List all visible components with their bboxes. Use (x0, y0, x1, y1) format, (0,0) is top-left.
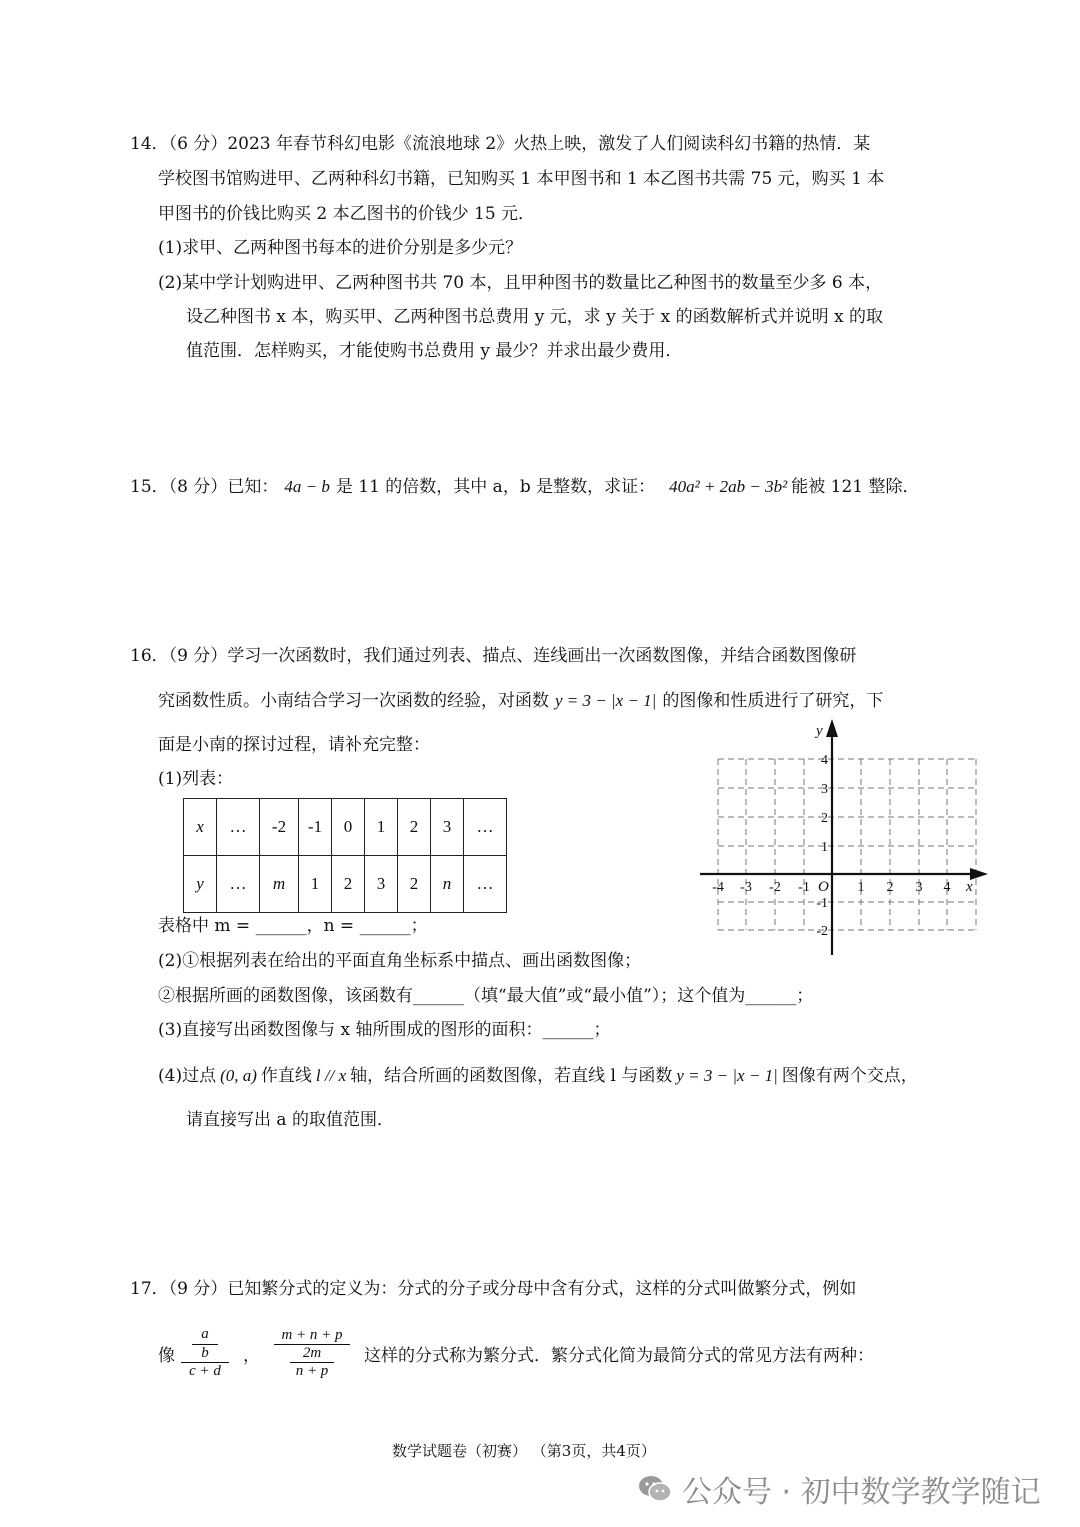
watermark (638, 1467, 1041, 1511)
wechat-icon (638, 1474, 672, 1504)
q15-suffix: 能被 121 整除． (791, 477, 920, 497)
fraction-bottom: n + p (295, 1362, 329, 1379)
q16-part4-prefix: (4)过点 (158, 1066, 217, 1086)
q15-mid: 是 11 的倍数，其中 a，b 是整数，求证： (335, 477, 656, 497)
x-tick-label: -4 (712, 880, 724, 895)
q16-point: (0, a) (220, 1066, 257, 1085)
y-tick-label: 3 (821, 782, 828, 797)
q15-text (130, 478, 920, 496)
y-tick-label: -2 (816, 924, 828, 939)
q16-part2a: (2)①根据列表在给出的平面直角坐标系中描点、画出函数图像； (158, 951, 642, 971)
fraction-bottom: c + d (189, 1363, 221, 1379)
q16-part3: (3)直接写出函数图像与 x 轴所围成的图形的面积：______； (158, 1020, 611, 1040)
table-cell: 0 (332, 799, 365, 856)
coordinate-grid (698, 715, 988, 960)
x-tick-label: -3 (740, 880, 752, 895)
origin-label: O (818, 879, 829, 895)
q14-line2: 学校图书馆购进甲、乙两种科幻书籍，已知购买 1 本甲图书和 1 本乙图书共需 75 元，购买 1 本 (158, 169, 885, 189)
q17-suffix: 这样的分式称为繁分式．繁分式化简为最简分式的常见方法有两种： (364, 1345, 874, 1366)
q17-line1: 17．（9 分）已知繁分式的定义为：分式的分子或分母中含有分式，这样的分式叫做繁分式，例如 (130, 1279, 857, 1299)
q15-expr2: 40a² + 2ab − 3b² (669, 477, 788, 496)
q16-part4-mid2: 轴，结合所画的函数图像，若直线 l 与函数 (350, 1066, 673, 1086)
table-cell: x (184, 799, 217, 856)
watermark-text: 公众号 · 初中数学教学随记 (682, 1475, 1041, 1510)
table-cell: m (260, 856, 299, 913)
q14-line3: 甲图书的价钱比购买 2 本乙图书的价钱少 15 元． (158, 204, 536, 224)
table-row-y (184, 856, 507, 913)
y-axis-arrow (826, 719, 838, 737)
x-tick-label: -1 (798, 880, 810, 895)
fraction-mid: 2m (302, 1344, 322, 1361)
x-axis-label: x (966, 879, 973, 895)
q17-prefix: 像 (158, 1345, 175, 1366)
table-cell: 1 (365, 799, 398, 856)
q17-line2 (158, 1313, 874, 1393)
x-tick-label: -2 (769, 880, 781, 895)
comma: ， (243, 1345, 260, 1366)
table-cell: 3 (431, 799, 464, 856)
fraction-mid: b (201, 1345, 209, 1361)
x-tick-label: 1 (857, 880, 865, 895)
page-footer: 数学试题卷（初赛） （第3页，共4页） (392, 1442, 656, 1460)
table-cell: … (217, 856, 260, 913)
table-cell: 2 (398, 799, 431, 856)
table-cell: -1 (299, 799, 332, 856)
table-cell: -2 (260, 799, 299, 856)
x-tick-label: 4 (943, 880, 951, 895)
table-cell: 1 (299, 856, 332, 913)
y-tick-label: 2 (821, 811, 828, 826)
table-cell: y (184, 856, 217, 913)
fraction-top: a (201, 1326, 209, 1342)
q16-part4-mid: 作直线 (260, 1066, 312, 1086)
table-cell: 2 (332, 856, 365, 913)
table-cell: … (464, 856, 507, 913)
q16-part4-suffix: 图像有两个交点， (781, 1066, 918, 1086)
q16-line1: 16．（9 分）学习一次函数时，我们通过列表、描点、连线画出一次函数图像，并结合函数图像研 (130, 646, 857, 666)
table-cell: … (217, 799, 260, 856)
table-cell: 2 (398, 856, 431, 913)
q16-part1: (1)列表： (158, 769, 234, 789)
table-row-x (184, 799, 507, 856)
value-table (183, 798, 507, 913)
q16-part4b: 请直接写出 a 的取值范围． (186, 1110, 394, 1130)
y-tick-label: 4 (821, 753, 828, 768)
x-axis-arrow (970, 868, 988, 880)
x-tick-label: 3 (915, 880, 923, 895)
q14-part2a: (2)某中学计划购进甲、乙两种图书共 70 本，且甲种图书的数量比乙种图书的数量至少多 6 本， (158, 273, 883, 293)
q16-line2 (158, 692, 883, 710)
q16-part2b: ②根据所画的函数图像，该函数有______（填“最大值”或“最小值”）；这个值为______； (158, 986, 814, 1006)
y-axis-label: y (816, 723, 823, 739)
q16-line2a: 究函数性质。小南结合学习一次函数的经验，对函数 (158, 691, 549, 711)
q14-part2c: 值范围．怎样购买，才能使购书总费用 y 最少？并求出最少费用． (186, 341, 683, 361)
q14-line1: 14．（6 分）2023 年春节科幻电影《流浪地球 2》火热上映，激发了人们阅读科幻书籍的热情．某 (130, 134, 871, 154)
q16-line-l: l // x (315, 1066, 347, 1085)
y-tick-label: 1 (821, 840, 828, 855)
q15-prefix: 15．（8 分）已知： (130, 477, 279, 497)
table-cell: 3 (365, 856, 398, 913)
q16-line2b: 的图像和性质进行了研究，下 (662, 691, 884, 711)
complex-fraction-1 (181, 1326, 229, 1380)
complex-fraction-2 (274, 1327, 350, 1380)
table-cell: … (464, 799, 507, 856)
q14-part1: (1)求甲、乙两种图书每本的进价分别是多少元？ (158, 238, 523, 258)
table-cell: n (431, 856, 464, 913)
q16-fill-line: 表格中 m = ______，n = ______； (158, 916, 428, 936)
q14-part2b: 设乙种图书 x 本，购买甲、乙两种图书总费用 y 元，求 y 关于 x 的函数解析式并说明 x 的取 (186, 307, 884, 327)
q16-function: y = 3 − |x − 1| (555, 691, 657, 710)
q16-part4a (158, 1067, 918, 1085)
fraction-top: m + n + p (281, 1326, 343, 1343)
q16-line3: 面是小南的探讨过程，请补充完整： (158, 735, 430, 755)
y-tick-label: -1 (816, 896, 828, 911)
q16-function-2: y = 3 − |x − 1| (676, 1066, 778, 1085)
x-tick-label: 2 (886, 880, 894, 895)
q15-expr1: 4a − b (284, 477, 330, 496)
